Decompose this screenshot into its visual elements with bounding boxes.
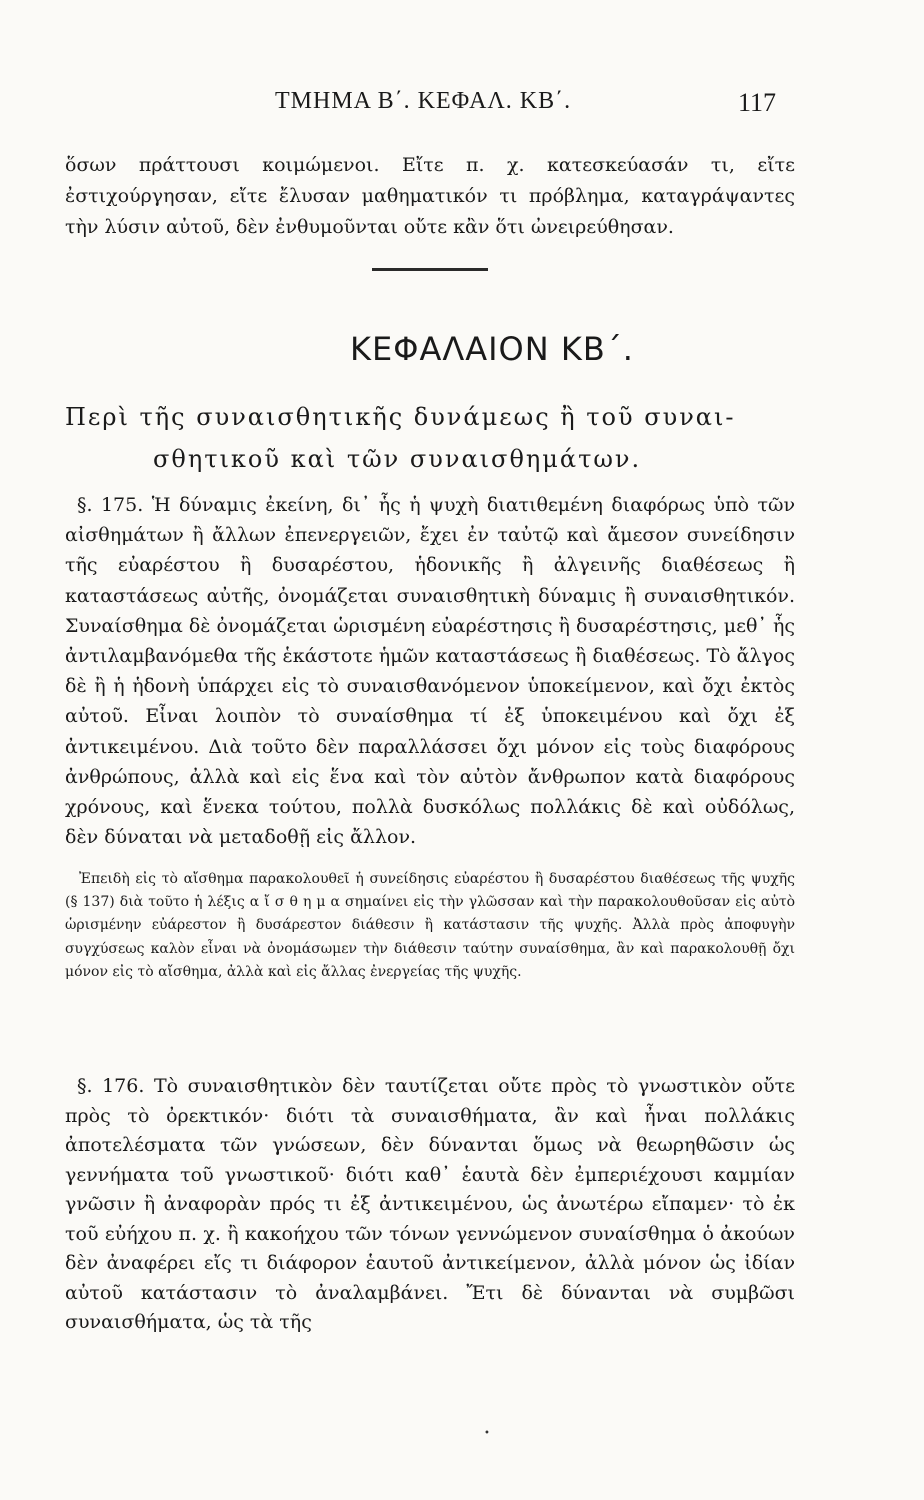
- running-head: [0, 88, 924, 118]
- page-number: 117: [738, 88, 777, 117]
- section-divider: [372, 268, 488, 271]
- intro-paragraph: ὅσων πράττουσι κοιμώμενοι. Εἴτε π. χ. κατεσκεύασάν τι, εἴτε ἐστιχούργησαν, εἴτε ἔλυσαν μαθηματικόν τι πρόβλημα, καταγράψαντες τὴν λύσιν αὐτοῦ, δὲν ἐνθυμοῦνται οὔτε κἂν ὅτι ὠνειρεύθησαν.: [65, 154, 795, 238]
- chapter-subtitle-line1: Περὶ τῆς συναισθητικῆς δυνάμεως ἢ τοῦ συναι-: [65, 403, 736, 431]
- section-175-paragraph: §. 175. Ἡ δύναμις ἐκείνη, δι᾽ ἧς ἡ ψυχὴ διατιθεμένη διαφόρως ὑπὸ τῶν αἰσθημάτων ἢ ἄλλων ἐπενεργειῶν, ἔχει ἐν ταὐτῷ καὶ ἄμεσον συνείδησιν τῆς εὐαρέστου ἢ δυσαρέστου, ἡδονικῆς ἢ ἀλγεινῆς διαθέσεως ἢ καταστάσεως αὐτῆς, ὀνομάζεται συναισθητικὴ δύναμις ἢ συναισθητικόν. Συναίσθημα δὲ ὀνομάζεται ὡρισμένη εὐαρέστησις ἢ δυσαρέστησις, μεθ᾽ ἧς ἀντιλαμβανόμεθα τῆς ἑκάστοτε ἡμῶν καταστάσεως ἢ διαθέσεως. Τὸ ἄλγος δὲ ἢ ἡ ἡδονὴ ὑπάρχει εἰς τὸ συναισθανόμενον ὑποκείμενον, καὶ ὄχι ἐκτὸς αὐτοῦ. Εἶναι λοιπὸν τὸ συναίσθημα τί ἐξ ὑποκειμένου καὶ ὄχι ἐξ ἀντικειμένου. Διὰ τοῦτο δὲν παραλλάσσει ὄχι μόνον εἰς τοὺς διαφόρους ἀνθρώπους, ἀλλὰ καὶ εἰς ἕνα καὶ τὸν αὐτὸν ἄνθρωπον κατὰ διαφόρους χρόνους, καὶ ἕνεκα τούτου, πολλὰ δυσκόλως πολλάκις δὲ καὶ οὐδόλως, δὲν δύναται νὰ μεταδοθῇ εἰς ἄλλον.: [65, 494, 795, 849]
- chapter-subtitle: [65, 396, 805, 480]
- running-title: ΤΜΗΜΑ Β΄. ΚΕΦΑΛ. ΚΒ΄.: [275, 88, 572, 114]
- chapter-subtitle-line2: σθητικοῦ καὶ τῶν συναισθημάτων.: [153, 445, 642, 473]
- chapter-title: ΚΕΦΑΛΑΙΟΝ ΚΒ΄.: [350, 330, 634, 368]
- printer-mark: •: [484, 1428, 490, 1439]
- section-176-paragraph: §. 176. Τὸ συναισθητικὸν δὲν ταυτίζεται οὔτε πρὸς τὸ γνωστικὸν οὔτε πρὸς τὸ ὀρεκτικόν· διότι τὰ συναισθήματα, ἂν καὶ ἦναι πολλάκις ἀποτελέσματα τῶν γνώσεων, δὲν δύνανται ὅμως νὰ θεωρηθῶσιν ὡς γεννήματα τοῦ γνωστικοῦ· διότι καθ᾽ ἑαυτὰ δὲν ἐμπεριέχουσι καμμίαν γνῶσιν ἢ ἀναφορὰν πρός τι ἐξ ἀντικειμένου, ὡς ἀνωτέρω εἴπαμεν· τὸ ἐκ τοῦ εὐήχου π. χ. ἢ κακοήχου τῶν τόνων γεννώμενον συναίσθημα ὁ ἀκούων δὲν ἀναφέρει εἴς τι διάφορον ἑαυτοῦ ἀντικείμενον, ἀλλὰ μόνον ὡς ἰδίαν αὐτοῦ κατάστασιν τὸ ἀναλαμβάνει. Ἔτι δὲ δύνανται νὰ συμβῶσι συναισθήματα, ὡς τὰ τῆς: [65, 1075, 795, 1333]
- note-paragraph: Ἐπειδὴ εἰς τὸ αἴσθημα παρακολουθεῖ ἡ συνείδησις εὐαρέστου ἢ δυσαρέστου διαθέσεως τῆς ψυχῆς (§ 137) διὰ τοῦτο ἡ λέξις α ἴ σ θ η μ α σημαίνει εἰς τὴν γλῶσσαν καὶ τὴν παρακολουθοῦσαν εἰς αὐτὸ ὡρισμένην εὐάρεστον ἢ δυσάρεστον διάθεσιν ἢ κατάστασιν τῆς ψυχῆς. Ἀλλὰ πρὸς ἀποφυγὴν συγχύσεως καλὸν εἶναι νὰ ὀνομάσωμεν τὴν διάθεσιν ταύτην συναίσθημα, ἂν καὶ παρακολουθῇ ὄχι μόνον εἰς τὸ αἴσθημα, ἀλλὰ καὶ εἰς ἄλλας ἐνεργείας τῆς ψυχῆς.: [65, 871, 795, 980]
